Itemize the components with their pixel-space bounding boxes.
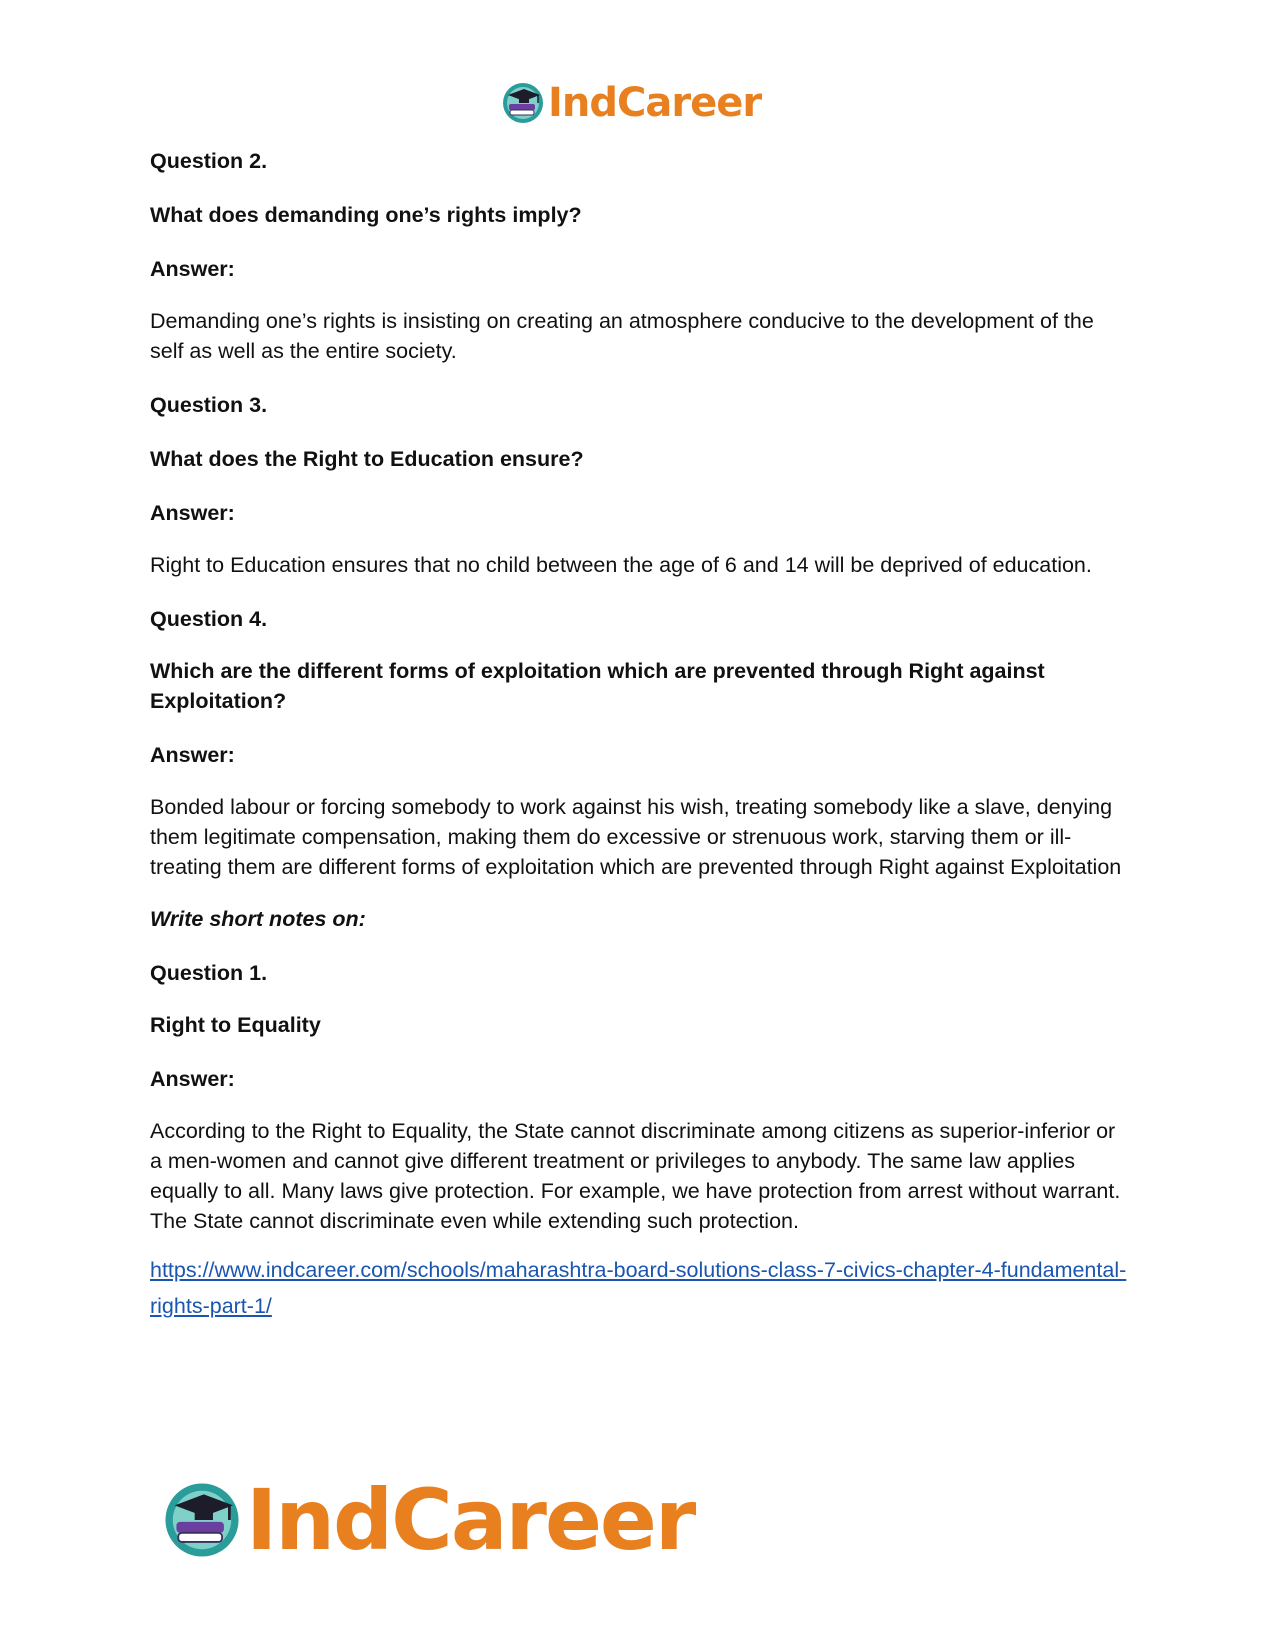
graduation-book-icon	[160, 1478, 244, 1562]
document-content	[150, 146, 1130, 1324]
note-1-answer-label: Answer:	[150, 1067, 235, 1091]
answer-3-text: Right to Education ensures that no child between the age of 6 and 14 will be deprived of education.	[150, 553, 1092, 577]
brand-logo-text: IndCareer	[246, 1471, 695, 1569]
note-1-label: Question 1.	[150, 961, 268, 985]
note-1-answer-text: According to the Right to Equality, the State cannot discriminate among citizens as superior-inferior or a men-women and cannot give different treatment or privileges to anybody. The same law applies equally to all. Many laws give protection. For example, we have protection from arrest without warrant. The State cannot discriminate even while extending such protection.	[150, 1119, 1121, 1233]
answer-3-label: Answer:	[150, 501, 235, 525]
header-logo	[500, 78, 761, 128]
source-link[interactable]: https://www.indcareer.com/schools/maharashtra-board-solutions-class-7-civics-chapter-4-fundamental-rights-part-1/	[150, 1258, 1127, 1318]
note-1-title: Right to Equality	[150, 1013, 321, 1037]
graduation-book-icon	[500, 80, 546, 126]
brand-logo-text: IndCareer	[548, 80, 762, 126]
question-3-text: What does the Right to Education ensure?	[150, 447, 584, 471]
question-4-label: Question 4.	[150, 607, 268, 631]
answer-2-label: Answer:	[150, 257, 235, 281]
question-2-text: What does demanding one’s rights imply?	[150, 203, 582, 227]
question-4-text: Which are the different forms of exploitation which are prevented through Right against Exploitation?	[150, 659, 1045, 713]
answer-2-text: Demanding one’s rights is insisting on creating an atmosphere conducive to the development of the self as well as the entire society.	[150, 309, 1094, 363]
footer-logo	[160, 1470, 694, 1570]
section-heading: Write short notes on:	[150, 907, 366, 931]
answer-4-text: Bonded labour or forcing somebody to work against his wish, treating somebody like a slave, denying them legitimate compensation, making them do excessive or strenuous work, starving them or ill-treating them are different forms of exploitation which are prevented through Right against Exploitation	[150, 795, 1122, 879]
question-3-label: Question 3.	[150, 393, 268, 417]
question-2-label: Question 2.	[150, 149, 268, 173]
answer-4-label: Answer:	[150, 743, 235, 767]
